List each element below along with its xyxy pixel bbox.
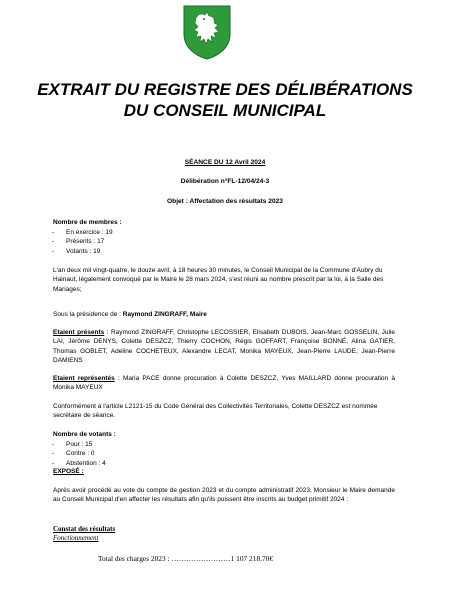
present-text: : Raymond ZINGRAFF, Christophe LECOSSIER, Elisabeth DUBOIS, Jean-Marc GOSSELIN, Julie LAI, Jérôme DENYS, Colette DESZCZ, Thierry COCHON, Régis GOFFART, Françoise BONNÉ, Alina GATIER, Thomas GOBLET, Adeline COCHETEUX, Alexandre LECAT, Monika MAYEUX, Jean-Pierre LAUDE, Jean-Pierre DAMIENS: [53, 329, 396, 365]
expose-paragraph: Après avoir procédé au vote du compte de gestion 2023 et du compte administratif 2023, Monsieur le Maire demande au Conseil Municipal d'en affecter les résultats afin qu'ils puissent être inscrits au budget primitif 2024 :: [53, 487, 395, 504]
members-heading: Nombre de membres :: [53, 219, 122, 226]
document-title-line2: DU CONSEIL MUNICIPAL: [123, 101, 327, 120]
list-item: - Votants : 19: [66, 247, 113, 256]
presidence-line: [53, 310, 395, 319]
present-paragraph: [53, 328, 395, 366]
present-label: Etaient présents: [53, 329, 105, 336]
list-item: - Contre : 0: [66, 449, 106, 458]
members-list: [66, 228, 113, 256]
dot-leader: ……………………: [171, 554, 231, 563]
results-subheading: Fonctionnement: [53, 534, 99, 542]
list-item: - En exercice : 19: [66, 228, 113, 237]
total-charges-value: 1 107 218.70€: [230, 554, 274, 563]
document-title-line1: EXTRAIT DU REGISTRE DES DÉLIBÉRATIONS: [37, 80, 413, 99]
deliberation-number: Délibération n°FL-12/04/24-3: [180, 178, 270, 185]
list-item: - Présents : 17: [66, 237, 113, 246]
results-heading: Constat des résultats: [53, 525, 116, 533]
represented-paragraph: [53, 374, 395, 393]
seance-date: SÉANCE DU 12 Avril 2024: [184, 159, 266, 166]
total-charges-line: [98, 554, 273, 563]
list-item: - Abstention : 4: [66, 459, 106, 468]
represented-label: Etaient représentés: [53, 375, 115, 382]
list-item: - Pour : 15: [66, 440, 106, 449]
secretary-paragraph: Conformément à l'article L2121-15 du Code Général des Collectivités Territoriales, Colette DESZCZ est nommée secrétaire de séance.: [53, 403, 378, 420]
votes-list: [66, 440, 106, 468]
votes-heading: Nombre de votants :: [53, 431, 116, 438]
total-charges-label: Total des charges 2023 :: [98, 554, 172, 563]
intro-paragraph: L'an deux mil vingt-quatre, le douze avril, à 18 heures 30 minutes, le Conseil Municipal de la Commune d'Aubry du Hainaut, légalement convoqué par le Maire le 28 mars 2024, s'est réuni au nombre prescrit par la loi, à la Salle des Mariages;: [53, 267, 384, 293]
expose-heading: EXPOSÉ :: [53, 468, 84, 475]
president-name: Raymond ZINGRAFF, Maire: [122, 311, 207, 318]
deliberation-subject: Objet : Affectation des résultats 2023: [167, 198, 283, 205]
presidence-prefix: Sous la présidence de :: [53, 311, 123, 318]
municipal-crest-logo: [182, 4, 232, 60]
represented-text: : Maria PACE donne procuration à Colette DESZCZ, Yves MAILLARD donne procuration à Monika MAYEUX: [53, 375, 395, 392]
